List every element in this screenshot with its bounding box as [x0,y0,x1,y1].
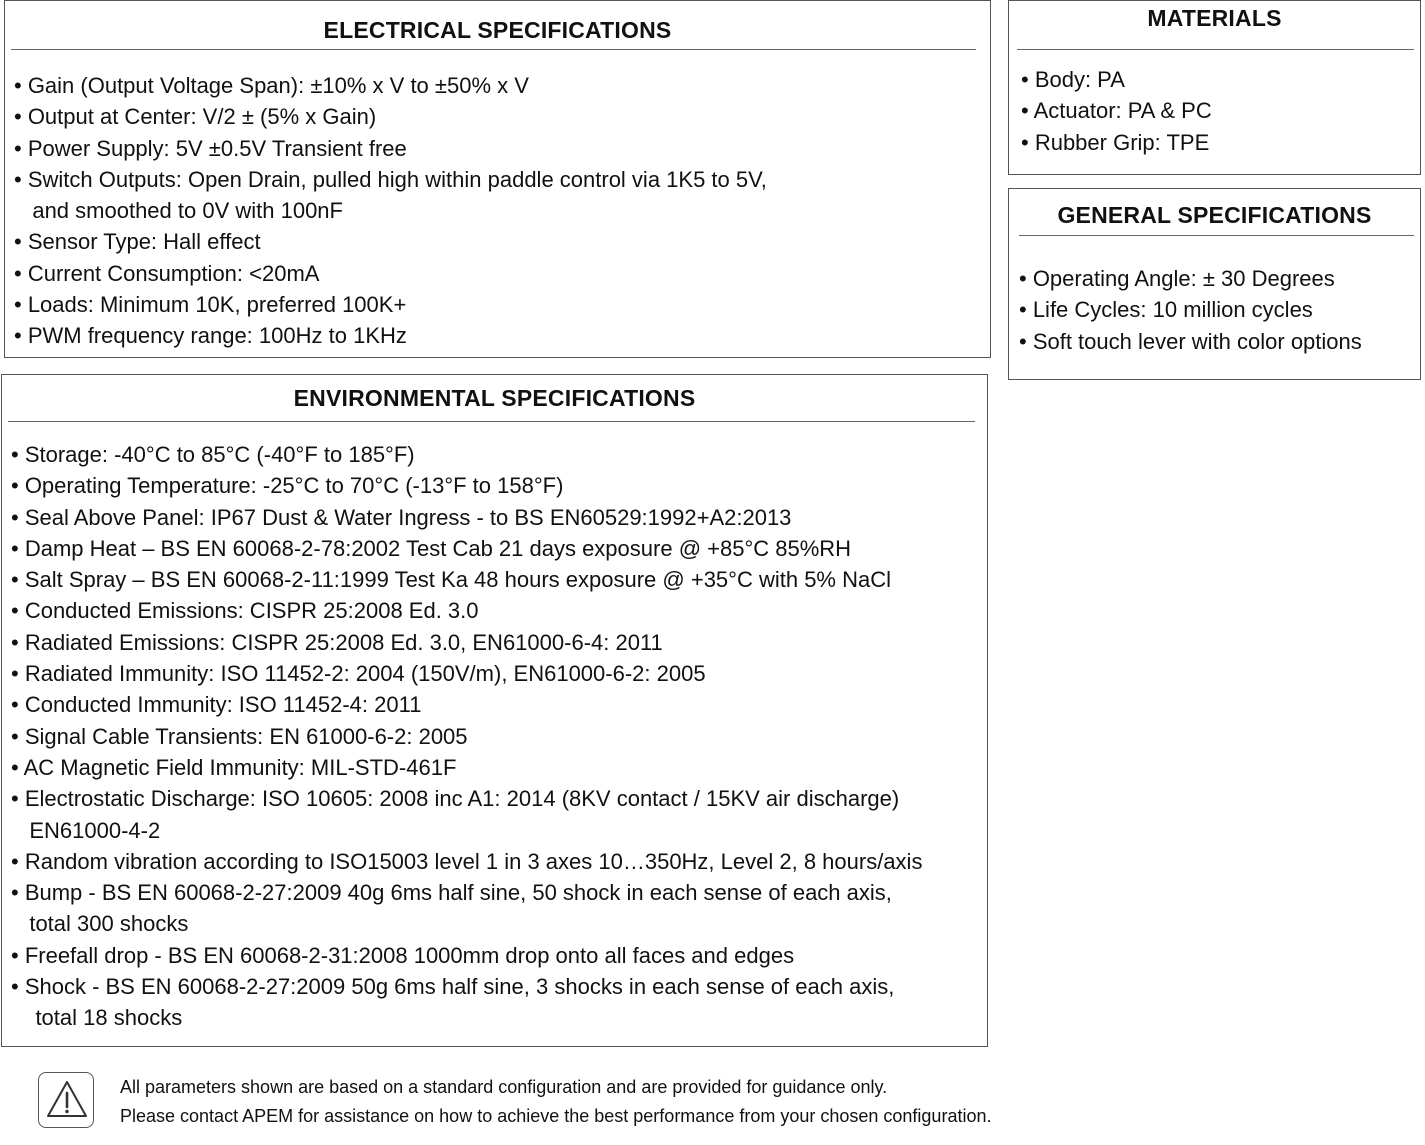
list-item: • Gain (Output Voltage Span): ±10% x V to ±50% x V [14,73,529,98]
materials-panel [1008,0,1421,175]
warning-icon [38,1072,94,1128]
list-item: • Output at Center: V/2 ± (5% x Gain) [14,104,377,130]
electrical-specifications-list [14,70,767,352]
general-specifications-title: GENERAL SPECIFICATIONS [1057,202,1372,228]
list-item: • Current Consumption: <20mA [14,260,320,286]
electrical-specifications-title: ELECTRICAL SPECIFICATIONS [323,17,672,43]
divider [11,49,976,50]
list-item: • Storage: -40°C to 85°C (-40°F to 185°F) [11,442,415,467]
list-item: • Shock - BS EN 60068-2-27:2009 50g 6ms half sine, 3 shocks in each sense of each axis, [11,974,895,1000]
list-item: • Conducted Immunity: ISO 11452-4: 2011 [11,692,422,718]
disclaimer-footer [38,1072,1118,1132]
general-specifications-panel [1008,188,1421,380]
list-item: • Conducted Emissions: CISPR 25:2008 Ed. 3.0 [11,598,479,624]
list-item: • Life Cycles: 10 million cycles [1019,297,1313,323]
disclaimer-line-1: All parameters shown are based on a standard configuration and are provided for guidance only. [120,1077,888,1097]
list-item: • Body: PA [1021,67,1125,92]
list-item: • Soft touch lever with color options [1019,328,1362,354]
list-item: • Seal Above Panel: IP67 Dust & Water Ingress - to BS EN60529:1992+A2:2013 [11,504,792,530]
list-item: • Freefall drop - BS EN 60068-2-31:2008 1000mm drop onto all faces and edges [11,942,795,968]
list-item: • PWM frequency range: 100Hz to 1KHz [14,323,407,349]
divider [1017,49,1414,50]
list-item: • Operating Angle: ± 30 Degrees [1019,266,1335,291]
list-item: and smoothed to 0V with 100nF [14,198,343,224]
list-item: EN61000-4-2 [11,817,161,843]
list-item: • AC Magnetic Field Immunity: MIL-STD-461F [11,754,457,780]
electrical-specifications-panel [4,0,991,358]
list-item: • Random vibration according to ISO15003 level 1 in 3 axes 10…350Hz, Level 2, 8 hours/axis [11,848,923,874]
list-item: • Radiated Immunity: ISO 11452-2: 2004 (150V/m), EN61000-6-2: 2005 [11,661,706,687]
list-item: • Damp Heat – BS EN 60068-2-78:2002 Test Cab 21 days exposure @ +85°C 85%RH [11,535,852,561]
list-item: • Radiated Emissions: CISPR 25:2008 Ed. 3.0, EN61000-6-4: 2011 [11,629,663,655]
environmental-specifications-list [11,439,922,1034]
list-item: • Operating Temperature: -25°C to 70°C (-13°F to 158°F) [11,473,564,499]
list-item: • Electrostatic Discharge: ISO 10605: 2008 inc A1: 2014 (8KV contact / 15KV air discharge) [11,786,900,812]
list-item: • Salt Spray – BS EN 60068-2-11:1999 Test Ka 48 hours exposure @ +35°C with 5% NaCl [11,567,891,593]
general-specifications-list [1019,263,1362,357]
list-item: • Actuator: PA & PC [1021,98,1212,124]
materials-list [1021,64,1212,158]
list-item: total 300 shocks [11,911,189,937]
disclaimer-line-2: Please contact APEM for assistance on how to achieve the best performance from your chosen configuration. [120,1106,992,1126]
environmental-specifications-panel [1,374,988,1047]
list-item: • Rubber Grip: TPE [1021,129,1210,155]
list-item: • Signal Cable Transients: EN 61000-6-2: 2005 [11,723,468,749]
divider [1019,235,1414,236]
list-item: total 18 shocks [11,1005,183,1031]
list-item: • Power Supply: 5V ±0.5V Transient free [14,135,407,161]
list-item: • Bump - BS EN 60068-2-27:2009 40g 6ms half sine, 50 shock in each sense of each axis, [11,880,892,906]
divider [8,421,975,422]
list-item: • Switch Outputs: Open Drain, pulled high within paddle control via 1K5 to 5V, [14,166,767,192]
list-item: • Loads: Minimum 10K, preferred 100K+ [14,292,407,318]
environmental-specifications-title: ENVIRONMENTAL SPECIFICATIONS [293,385,696,411]
list-item: • Sensor Type: Hall effect [14,229,261,255]
materials-title: MATERIALS [1147,5,1282,31]
